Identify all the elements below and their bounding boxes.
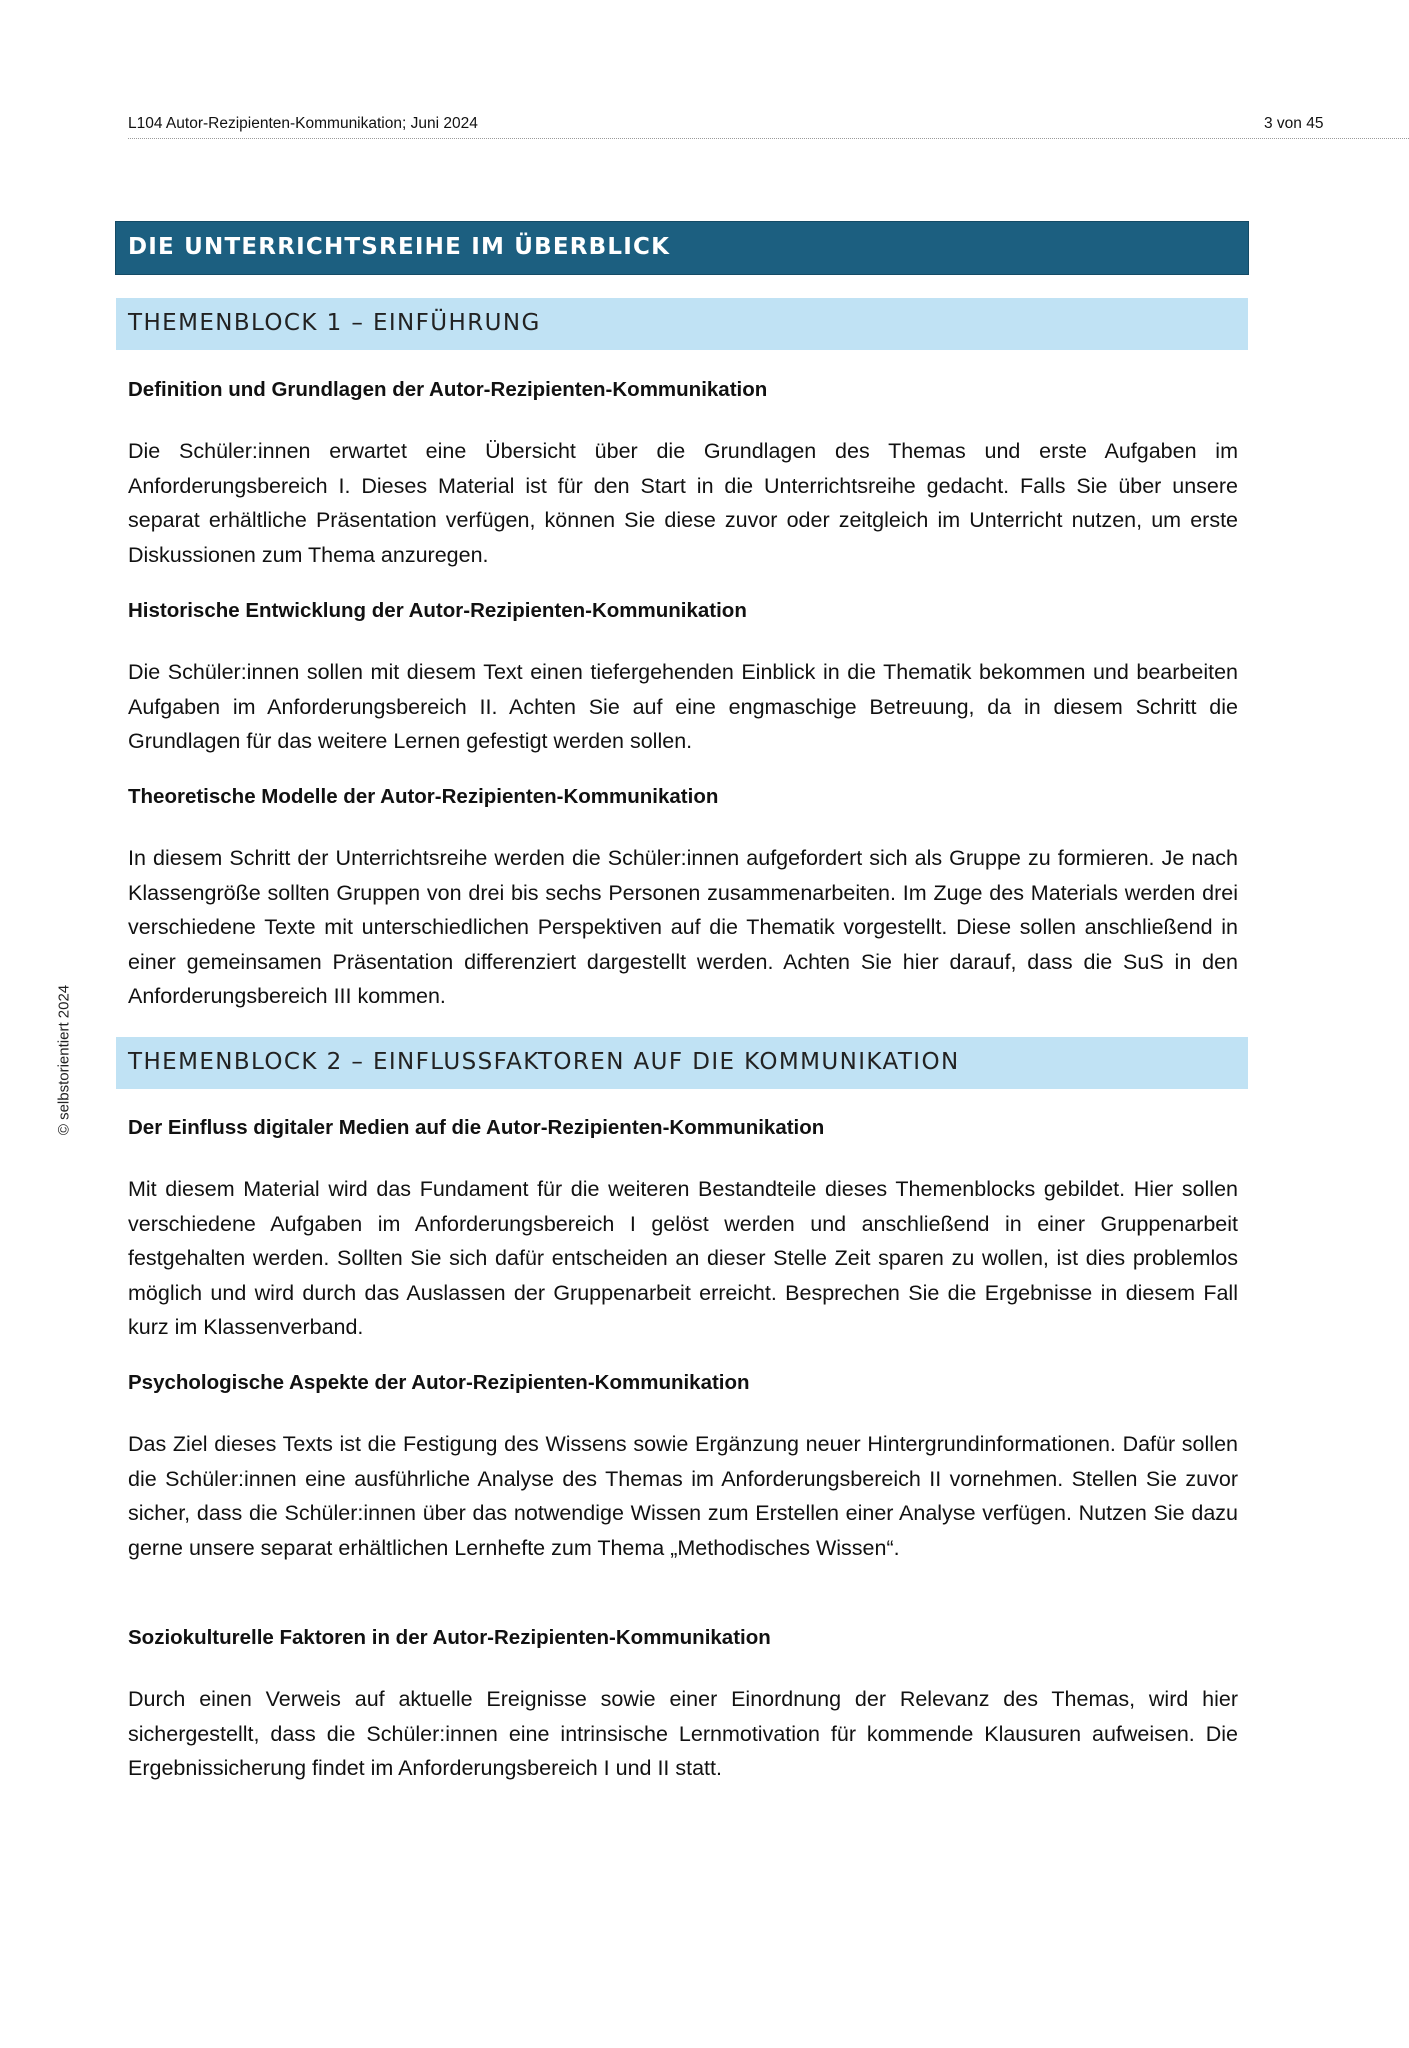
section-text: Die Schüler:innen erwartet eine Übersicht über die Grundlagen des Themas und erste Aufgaben im Anforderungsbereich I. Dieses Material ist für den Start in die Unterrichtsreihe gedacht. Falls Sie über unsere separat erhältliche Präsentation verfügen, können Sie diese zuvor oder zeitgleich im Unterricht nutzen, um erste Diskussionen zum Thema anzuregen.: [128, 439, 1238, 567]
section-theoretische-modelle: [128, 783, 1238, 1014]
section-title: Der Einfluss digitaler Medien auf die Autor-Rezipienten-Kommunikation: [128, 1116, 825, 1139]
themenblock-2-bar: [116, 1037, 1248, 1089]
page-header: [128, 112, 1409, 139]
section-digitale-medien: [128, 1114, 1238, 1345]
themenblock-2-heading: THEMENBLOCK 2 – EINFLUSSFAKTOREN AUF DIE KOMMUNIKATION: [128, 1049, 960, 1075]
section-psychologische-aspekte: [128, 1369, 1238, 1565]
document-title: L104 Autor-Rezipienten-Kommunikation; Juni 2024: [128, 115, 478, 132]
section-text: In diesem Schritt der Unterrichtsreihe werden die Schüler:innen aufgefordert sich als Gruppe zu formieren. Je nach Klassengröße sollten Gruppen von drei bis sechs Personen zusammenarbeiten. Im Zuge des Materials werden drei verschiedene Texte mit unterschiedlichen Perspektiven auf die Thematik vorgestellt. Diese sollen anschließend in einer gemeinsamen Präsentation differenziert dargestellt werden. Achten Sie hier darauf, dass die SuS in den Anforderungsbereich III kommen.: [128, 846, 1238, 1008]
section-title: Theoretische Modelle der Autor-Rezipienten-Kommunikation: [128, 785, 719, 808]
section-title: Definition und Grundlagen der Autor-Rezipienten-Kommunikation: [128, 378, 768, 401]
page-number: 3 von 45: [1264, 115, 1324, 132]
section-text: Die Schüler:innen sollen mit diesem Text einen tiefergehenden Einblick in die Thematik bekommen und bearbeiten Aufgaben im Anforderungsbereich II. Achten Sie auf eine engmaschige Betreuung, da in diesem Schritt die Grundlagen für das weitere Lernen gefestigt werden sollen.: [128, 660, 1238, 753]
section-title: Soziokulturelle Faktoren in der Autor-Rezipienten-Kommunikation: [128, 1626, 771, 1649]
overview-title: DIE UNTERRICHTSREIHE IM ÜBERBLICK: [128, 234, 671, 260]
themenblock-1-bar: [116, 298, 1248, 350]
section-soziokulturelle-faktoren: [128, 1624, 1238, 1786]
section-text: Mit diesem Material wird das Fundament für die weiteren Bestandteile dieses Themenblocks gebildet. Hier sollen verschiedene Aufgaben im Anforderungsbereich I gelöst werden und anschließend in einer Gruppenarbeit festgehalten werden. Sollten Sie sich dafür entscheiden an dieser Stelle Zeit sparen zu wollen, ist dies problemlos möglich und wird durch das Auslassen der Gruppenarbeit erreicht. Besprechen Sie die Ergebnisse in diesem Fall kurz im Klassenverband.: [128, 1177, 1238, 1339]
copyright-note: © selbstorientiert 2024: [55, 984, 73, 1136]
section-historische-entwicklung: [128, 597, 1238, 759]
section-text: Das Ziel dieses Texts ist die Festigung des Wissens sowie Ergänzung neuer Hintergrundinformationen. Dafür sollen die Schüler:innen eine ausführliche Analyse des Themas im Anforderungsbereich II vornehmen. Stellen Sie zuvor sicher, dass die Schüler:innen über das notwendige Wissen zum Erstellen einer Analyse verfügen. Nutzen Sie dazu gerne unsere separat erhältlichen Lernhefte zum Thema „Methodisches Wissen“.: [128, 1432, 1238, 1560]
section-title: Psychologische Aspekte der Autor-Rezipienten-Kommunikation: [128, 1371, 750, 1394]
section-text: Durch einen Verweis auf aktuelle Ereignisse sowie einer Einordnung der Relevanz des Themas, wird hier sichergestellt, dass die Schüler:innen eine intrinsische Lernmotivation für kommende Klausuren aufweisen. Die Ergebnissicherung findet im Anforderungsbereich I und II statt.: [128, 1687, 1238, 1780]
themenblock-1-heading: THEMENBLOCK 1 – EINFÜHRUNG: [128, 310, 541, 336]
section-definition: [128, 376, 1238, 572]
overview-title-banner: [116, 222, 1248, 274]
section-title: Historische Entwicklung der Autor-Rezipienten-Kommunikation: [128, 599, 747, 622]
